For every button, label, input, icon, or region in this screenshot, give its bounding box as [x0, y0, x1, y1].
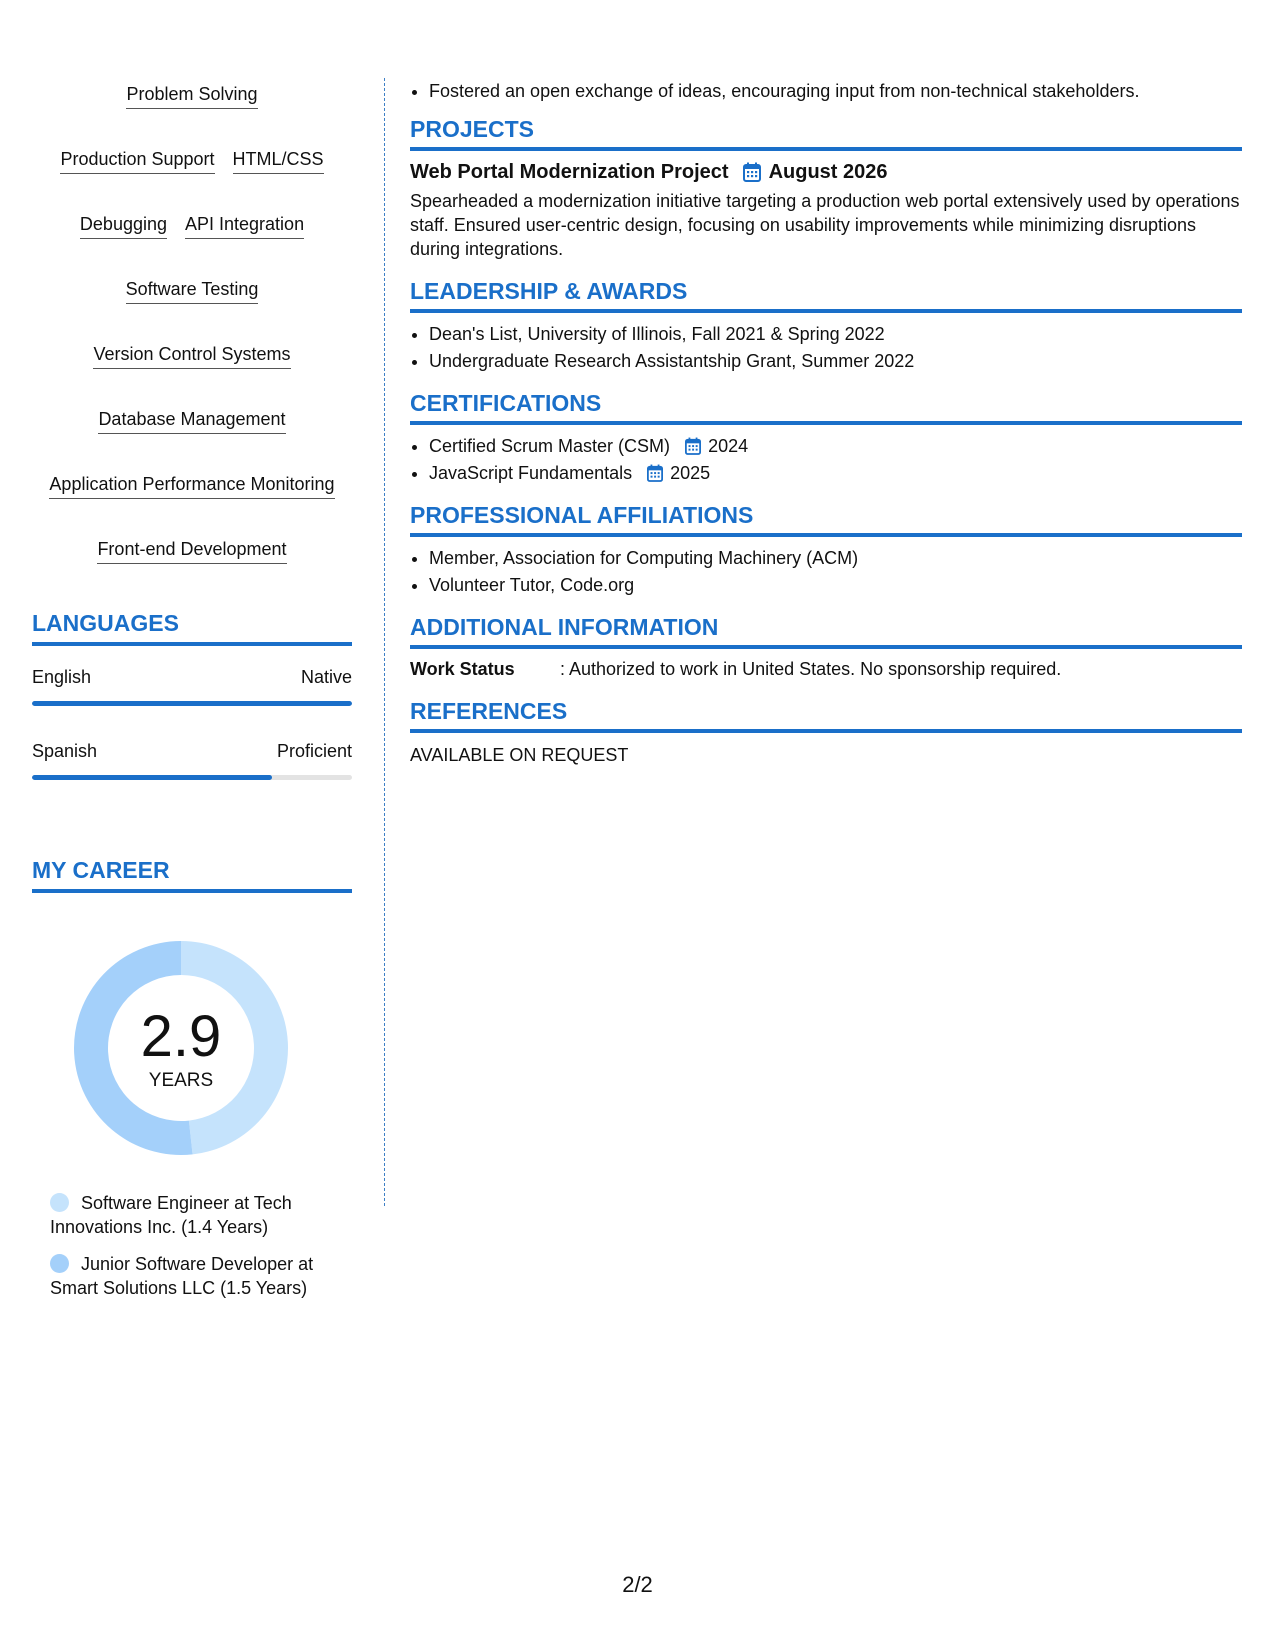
languages-heading: LANGUAGES: [32, 609, 352, 646]
certification-name: JavaScript Fundamentals: [429, 463, 633, 483]
language-level: Proficient: [276, 741, 352, 761]
career-section: [32, 856, 352, 1300]
certification-item: [429, 433, 1242, 460]
certification-year: 2025: [670, 463, 711, 483]
language-progress-fill: [32, 775, 272, 780]
leadership-list: [410, 321, 1242, 375]
skill-tag: Version Control Systems: [93, 342, 290, 369]
skill-tag: Production Support: [60, 147, 214, 174]
leadership-item: • Undergraduate Research Assistantship Grant, Summer 2022: [429, 348, 1242, 375]
legend-dot-icon: [50, 1254, 69, 1273]
calendar-icon: [685, 437, 701, 455]
skill-tag: Problem Solving: [126, 82, 257, 109]
skills-list: [32, 82, 352, 564]
affiliation-item: • Volunteer Tutor, Code.org: [429, 572, 1242, 599]
project-title: Web Portal Modernization Project: [410, 161, 729, 183]
references-heading: REFERENCES: [410, 697, 1242, 733]
leadership-section: [410, 277, 1242, 375]
project-date: August 2026: [768, 161, 888, 183]
language-item: [32, 666, 352, 706]
column-divider: [384, 78, 385, 1206]
career-total-unit: YEARS: [148, 1070, 214, 1091]
work-status-value: : Authorized to work in United States. No sponsorship required.: [560, 659, 1062, 679]
skill-tag: HTML/CSS: [233, 147, 324, 174]
work-status-row: [410, 657, 1242, 681]
calendar-icon: [647, 464, 663, 482]
skill-tag: Application Performance Monitoring: [49, 472, 334, 499]
skill-tag: Debugging: [80, 212, 167, 239]
skill-tag: Software Testing: [126, 277, 259, 304]
calendar-icon: [743, 162, 761, 182]
career-legend-item: [50, 1191, 340, 1239]
career-heading: MY CAREER: [32, 856, 352, 893]
language-item: [32, 740, 352, 780]
career-role-label: Junior Software Developer at Smart Solutions LLC (1.5 Years): [50, 1254, 314, 1298]
career-total-years: 2.9: [140, 1004, 222, 1069]
languages-section: [32, 609, 352, 780]
language-progress-bar: [32, 775, 352, 780]
language-progress-fill: [32, 701, 352, 706]
leadership-item: • Dean's List, University of Illinois, Fall 2021 & Spring 2022: [429, 321, 1242, 348]
language-name: Spanish: [32, 741, 98, 761]
career-legend-item: [50, 1252, 340, 1300]
certification-year: 2024: [708, 436, 749, 456]
references-text: AVAILABLE ON REQUEST: [410, 745, 629, 765]
leadership-heading: LEADERSHIP & AWARDS: [410, 277, 1242, 313]
main-column: [410, 78, 1242, 767]
additional-heading: ADDITIONAL INFORMATION: [410, 613, 1242, 649]
skill-tag: API Integration: [185, 212, 304, 239]
affiliation-item: • Member, Association for Computing Machinery (ACM): [429, 545, 1242, 572]
career-donut-chart: [66, 933, 296, 1163]
additional-section: [410, 613, 1242, 681]
certification-item: [429, 460, 1242, 487]
legend-dot-icon: [50, 1193, 69, 1212]
language-level: Native: [300, 667, 352, 687]
language-progress-bar: [32, 701, 352, 706]
affiliations-heading: PROFESSIONAL AFFILIATIONS: [410, 501, 1242, 537]
certifications-heading: CERTIFICATIONS: [410, 389, 1242, 425]
sidebar: [32, 82, 352, 1313]
projects-heading: PROJECTS: [410, 115, 1242, 151]
project-description: Spearheaded a modernization initiative targeting a production web portal extensively used by operations staff. Ensured user-centric design, focusing on usability improvements while minimizing disruptions during integrations.: [410, 191, 1240, 259]
skill-tag: Database Management: [98, 407, 285, 434]
experience-bullets: [410, 78, 1242, 105]
skill-tag: Front-end Development: [97, 537, 286, 564]
references-section: [410, 697, 1242, 767]
certifications-list: [410, 433, 1242, 487]
projects-section: [410, 115, 1242, 261]
career-legend: [32, 1191, 340, 1300]
affiliations-list: [410, 545, 1242, 599]
affiliations-section: [410, 501, 1242, 599]
work-status-label: Work Status: [410, 659, 515, 679]
page-number: 2/2: [622, 1572, 653, 1597]
certification-name: Certified Scrum Master (CSM): [429, 436, 671, 456]
language-name: English: [32, 667, 92, 687]
career-role-label: Software Engineer at Tech Innovations Inc. (1.4 Years): [50, 1193, 292, 1237]
certifications-section: [410, 389, 1242, 487]
project-item: [410, 159, 1242, 261]
experience-bullet: • Fostered an open exchange of ideas, encouraging input from non-technical stakeholders.: [429, 78, 1242, 105]
